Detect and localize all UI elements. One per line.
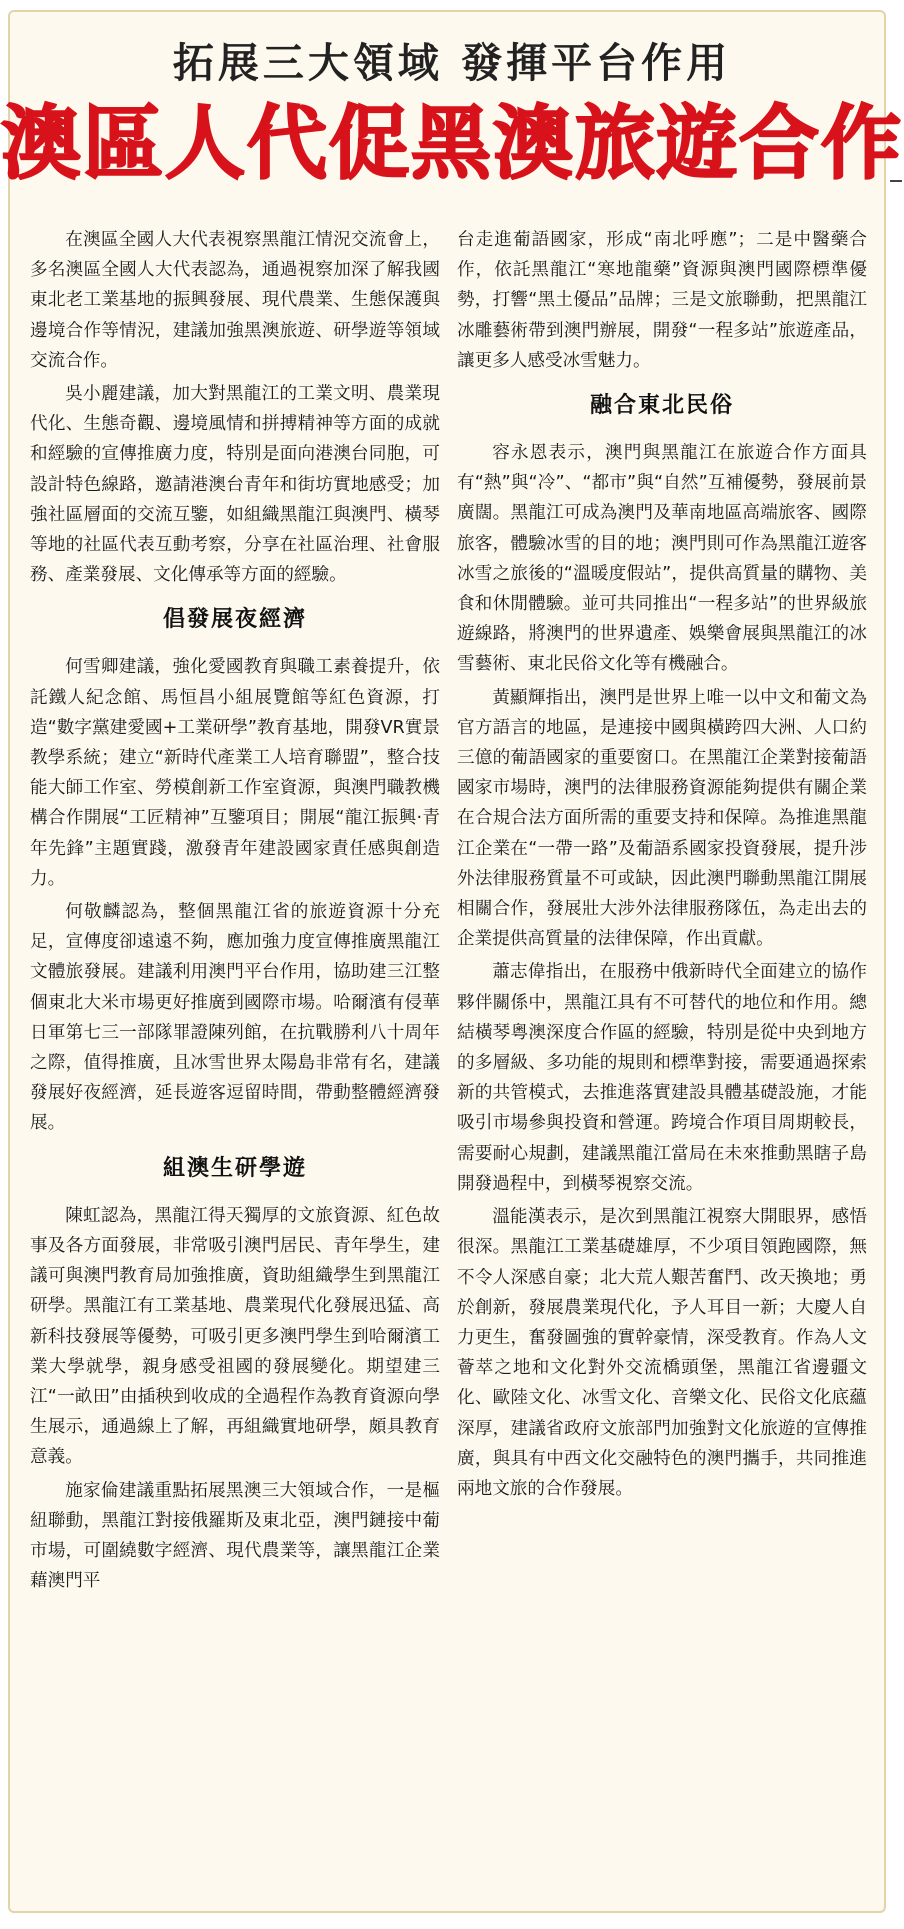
paragraph: 蕭志偉指出，在服務中俄新時代全面建立的協作夥伴關係中，黑龍江具有不可替代的地位和作用。總結橫琴粵澳深度合作區的經驗，特別是從中央到地方的多層級、多功能的規則和標準對接，需要通過探索新的共管模式，去推進落實建設具體基礎設施，才能吸引市場參與投資和營運。跨境合作項目周期較長，需要耐心規劃，建議黑龍江當局在未來推動黑瞎子島開發過程中，到橫琴視察交流。 (457, 962, 867, 1194)
paragraph: 在澳區全國人大代表視察黑龍江情況交流會上，多名澳區全國人大代表認為，通過視察加深了解我國東北老工業基地的振興發展、現代農業、生態保護與邊境合作等情況，建議加強黑澳旅遊、研學遊等領域交流合作。 (30, 230, 440, 371)
article-headline: 澳區人代促黑澳旅遊合作 (1, 97, 903, 190)
paragraph: 吳小麗建議，加大對黑龍江的工業文明、農業現代化、生態奇觀、邊境風情和拼搏精神等方面的成就和經驗的宣傳推廣力度，特別是面向港澳台同胞，可設計特色線路，邀請港澳台青年和街坊實地感受；加強社區層面的交流互鑒，如組織黑龍江與澳門、橫琴等地的社區代表互動考察，分享在社區治理、社會服務、產業發展、文化傳承等方面的經驗。 (30, 384, 440, 586)
paragraph: 黃顯輝指出，澳門是世界上唯一以中文和葡文為官方語言的地區，是連接中國與橫跨四大洲、人口約三億的葡語國家的重要窗口。在黑龍江企業對接葡語國家市場時，澳門的法律服務資源能夠提供有關企業在合規合法方面所需的重要支持和保障。為推進黑龍江企業在“一帶一路”及葡語系國家投資發展，提升涉外法律服務質量不可或缺，因此澳門聯動黑龍江開展相關合作，發展壯大涉外法律服務隊伍，為走出去的企業提供高質量的法律保障，作出貢獻。 (457, 687, 867, 950)
section-heading: 融合東北民俗 (589, 393, 734, 419)
section-heading: 組澳生研學遊 (162, 1155, 307, 1181)
paragraph: 何敬麟認為，整個黑龍江省的旅遊資源十分充足，宣傳度卻遠遠不夠，應加強力度宣傳推廣黑龍江文體旅發展。建議利用澳門平台作用，協助建三江整個東北大米市場更好推廣到國際市場。哈爾濱有侵華日軍第七三一部隊罪證陳列館，在抗戰勝利八十周年之際，值得推廣，且冰雪世界太陽島非常有名，建議發展好夜經濟，延長遊客逗留時間，帶動整體經濟發展。 (30, 902, 440, 1134)
right-column (457, 225, 867, 1507)
paragraph: 何雪卿建議，強化愛國教育與職工素養提升，依託鐵人紀念館、馬恒昌小組展覽館等紅色資源，打造“數字黨建愛國+工業研學”教育基地，開發VR實景教學系統；建立“新時代產業工人培育聯盟”，整合技能大師工作室、勞模創新工作室資源，與澳門職教機構合作開展“工匠精神”互鑒項目；開展“龍江振興·青年先鋒”主題實踐，激發青年建設國家責任感與創造力。 (30, 657, 440, 889)
paragraph: 陳虹認為，黑龍江得天獨厚的文旅資源、紅色故事及各方面發展，非常吸引澳門居民、青年學生，建議可與澳門教育局加強推廣，資助組織學生到黑龍江研學。黑龍江有工業基地、農業現代化發展迅猛、高新科技發展等優勢，可吸引更多澳門學生到哈爾濱工業大學就學，親身感受祖國的發展變化。期望建三江“一畝田”由插秧到收成的全過程作為教育資源向學生展示，通過線上了解，再組織實地研學，頗具教育意義。 (30, 1205, 440, 1468)
paragraph: 容永恩表示，澳門與黑龍江在旅遊合作方面具有“熱”與“冷”、“都市”與“自然”互補優勢，發展前景廣闊。黑龍江可成為澳門及華南地區高端旅客、國際旅客，體驗冰雪的目的地；澳門則可作為黑龍江遊客冰雪之旅後的“溫暖度假站”，提供高質量的購物、美食和休閒體驗。並可共同推出“一程多站”的世界級旅遊線路，將澳門的世界遺產、娛樂會展與黑龍江的冰雪藝術、東北民俗文化等有機融合。 (457, 443, 867, 675)
paragraph: 溫能漢表示，是次到黑龍江視察大開眼界，感悟很深。黑龍江工業基礎雄厚，不少項目領跑國際，無不令人深感自豪；北大荒人艱苦奮鬥、改天換地；勇於創新，發展農業現代化，予人耳目一新；大慶人自力更生，奮發圖強的實幹豪情，深受教育。作為人文薈萃之地和文化對外交流橋頭堡，黑龍江省邊疆文化、歐陸文化、冰雪文化、音樂文化、民俗文化底蘊深厚，建議省政府文旅部門加強對文化旅遊的宣傳推廣，與具有中西文化交融特色的澳門攜手，共同推進兩地文旅的合作發展。 (457, 1207, 867, 1499)
paragraph: 台走進葡語國家，形成“南北呼應”；二是中醫藥合作，依託黑龍江“寒地龍藥”資源與澳門國際標準優勢，打響“黑土優品”品牌；三是文旅聯動，把黑龍江冰雕藝術帶到澳門辦展，開發“一程多站”旅遊產品，讓更多人感受冰雪魅力。 (457, 230, 867, 371)
left-column (30, 225, 440, 1599)
article-subtitle: 拓展三大領域 發揮平台作用 (172, 39, 732, 87)
section-heading: 倡發展夜經濟 (162, 607, 307, 633)
paragraph: 施家倫建議重點拓展黑澳三大領域合作，一是樞紐聯動，黑龍江對接俄羅斯及東北亞，澳門鏈接中葡市場，可圍繞數字經濟、現代農業等，讓黑龍江企業藉澳門平 (30, 1480, 440, 1592)
